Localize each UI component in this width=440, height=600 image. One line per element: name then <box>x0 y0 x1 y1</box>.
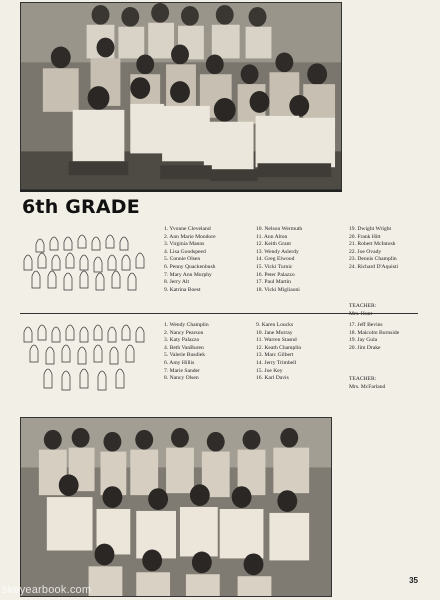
student-name: 22. Joe Ovady <box>349 248 382 255</box>
student-name: 9. Karen Loucks <box>256 322 294 328</box>
student-name: 11. Warren Stasnd <box>256 337 297 344</box>
student-name: 19. Dwight Wright <box>349 226 392 232</box>
name-list-bottom-col-a <box>164 322 209 383</box>
student-name: 9. Katrina Boest <box>164 286 201 293</box>
name-list-bottom-col-b <box>256 322 301 383</box>
student-name: 17. Paul Martin <box>256 279 291 286</box>
student-name: 5. Valerie Busdiek <box>164 352 206 359</box>
photo-key-outline-bottom <box>18 322 158 394</box>
top-rule <box>20 190 342 192</box>
name-list-bottom-col-c <box>349 322 399 352</box>
student-name: 15. Vicki Turnic <box>256 263 293 270</box>
student-name: 19. Jay Gula <box>349 337 378 344</box>
student-name: 4. Lisa Goodspeed <box>164 248 206 255</box>
student-name: 23. Dennis Champlin <box>349 256 397 263</box>
teacher-name: Mrs. McFarland <box>349 383 386 390</box>
student-name: 21. Robert McIntosh <box>349 241 396 248</box>
section-divider <box>20 313 418 314</box>
student-name: 1. Yvonne Cleveland <box>164 226 211 232</box>
student-name: 10. Jane Murray <box>256 329 293 336</box>
student-name: 18. Malcolm Burnside <box>349 329 400 336</box>
name-list-top-col-b <box>256 226 302 294</box>
teacher-label: TEACHER: <box>349 303 377 309</box>
student-name: 16. Peter Palazzo <box>256 271 295 278</box>
name-list-top-col-c <box>349 226 398 272</box>
student-name: 14. Greg Elwood <box>256 256 295 263</box>
student-name: 8. Nancy Olsen <box>164 375 199 382</box>
student-name: 16. Karl Davis <box>256 375 289 382</box>
student-name: 14. Jerry Trimbell <box>256 359 297 366</box>
student-name: 10. Nelson Wermuth <box>256 226 303 232</box>
watermark: skeyearbook.com <box>2 584 92 596</box>
student-name: 6. Penny Quackenbush <box>164 263 216 270</box>
student-name: 15. Joe Key <box>256 367 283 374</box>
student-name: 5. Connie Olsen <box>164 256 201 263</box>
student-name: 4. Beth VanBuren <box>164 344 204 351</box>
page-number: 35 <box>409 576 418 585</box>
teacher-block-top <box>349 303 376 318</box>
student-name: 12. Keith Grant <box>256 241 291 248</box>
student-name: 20. Frank Hitt <box>349 233 381 240</box>
student-name: 11. Ann Alton <box>256 233 288 240</box>
class-photo-bottom <box>20 417 332 597</box>
teacher-block-bottom <box>349 376 385 391</box>
name-list-top-col-a <box>164 226 216 294</box>
student-name: 8. Jerry Alt <box>164 279 190 286</box>
student-name: 13. Wendy Aslerdy <box>256 248 299 255</box>
teacher-label: TEACHER: <box>349 376 377 382</box>
student-name: 7. Marie Sander <box>164 367 200 374</box>
student-name: 20. Jim Drake <box>349 344 381 351</box>
student-name: 12. Keath Champlin <box>256 344 302 351</box>
student-name: 6. Amy Hillis <box>164 359 195 366</box>
photo-key-outline-top <box>18 230 158 292</box>
student-name: 17. Jeff Bevins <box>349 322 383 328</box>
grade-title: 6th GRADE <box>22 196 140 218</box>
student-name: 24. Richard D'Aquisti <box>349 263 399 270</box>
student-name: 7. Mary Ann Murphy <box>164 271 212 278</box>
student-name: 2. Ann Marie Mondore <box>164 233 216 240</box>
student-name: 13. Marc Gilbert <box>256 352 294 359</box>
student-name: 3. Katy Palazzo <box>164 337 200 344</box>
student-name: 3. Virginia Manns <box>164 241 205 248</box>
class-photo-top <box>20 2 342 190</box>
student-name: 1. Wendy Champlin <box>164 322 209 328</box>
student-name: 2. Nancy Pearson <box>164 329 204 336</box>
student-name: 18. Vicki Migliaoni <box>256 286 300 293</box>
